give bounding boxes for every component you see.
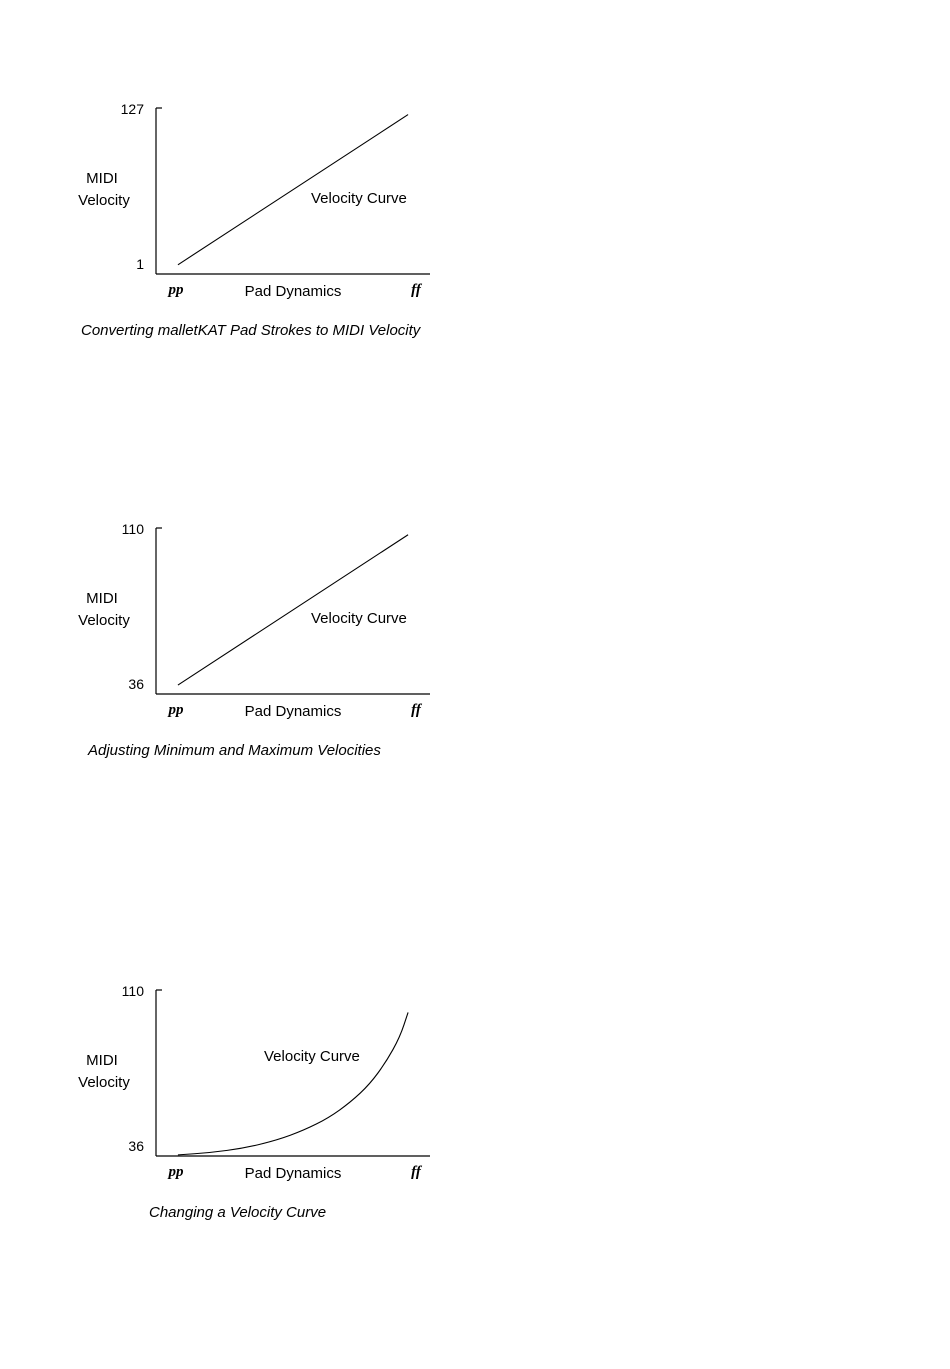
figure-2 — [0, 420, 950, 780]
chart-1-y-tick-min: 1 — [136, 256, 144, 272]
chart-1-caption: Converting malletKAT Pad Strokes to MIDI Velocity — [81, 322, 421, 339]
chart-2-x-tick-ff: ff — [411, 702, 421, 718]
chart-2-x-tick-pp: pp — [168, 702, 184, 718]
chart-1-xlabel: Pad Dynamics — [244, 283, 342, 300]
chart-3-x-tick-pp: pp — [168, 1164, 184, 1180]
chart-2-xlabel: Pad Dynamics — [244, 703, 342, 720]
figure-3 — [0, 882, 950, 1242]
chart-3-velocity-curve-line — [178, 1012, 408, 1154]
chart-3-xlabel: Pad Dynamics — [244, 1165, 342, 1182]
chart-3-x-tick-ff: ff — [411, 1164, 421, 1180]
chart-1-svg — [0, 0, 950, 360]
chart-2-svg — [0, 420, 950, 780]
chart-1-ylabel-line2: Velocity — [78, 192, 130, 209]
chart-3-caption: Changing a Velocity Curve — [149, 1204, 327, 1221]
chart-3-ylabel-line2: Velocity — [78, 1074, 130, 1091]
chart-2-curve-label: Velocity Curve — [311, 610, 407, 627]
chart-2-y-tick-max: 110 — [121, 521, 144, 537]
chart-2-ylabel-line2: Velocity — [78, 612, 130, 629]
chart-3-y-tick-min: 36 — [128, 1138, 144, 1154]
chart-1-y-tick-max: 127 — [120, 101, 144, 117]
chart-1-ylabel-line1: MIDI — [86, 170, 118, 187]
chart-2-y-tick-min: 36 — [128, 676, 144, 692]
chart-3-curve-label: Velocity Curve — [264, 1048, 360, 1065]
chart-3-ylabel-line1: MIDI — [86, 1052, 118, 1069]
chart-2-ylabel-line1: MIDI — [86, 590, 118, 607]
chart-3-y-tick-max: 110 — [121, 983, 144, 999]
chart-2-caption: Adjusting Minimum and Maximum Velocities — [88, 742, 381, 759]
chart-1-x-tick-ff: ff — [411, 282, 421, 298]
chart-3-svg — [0, 882, 950, 1242]
chart-1-curve-label: Velocity Curve — [311, 190, 407, 207]
figure-1 — [0, 0, 950, 360]
chart-1-x-tick-pp: pp — [168, 282, 184, 298]
